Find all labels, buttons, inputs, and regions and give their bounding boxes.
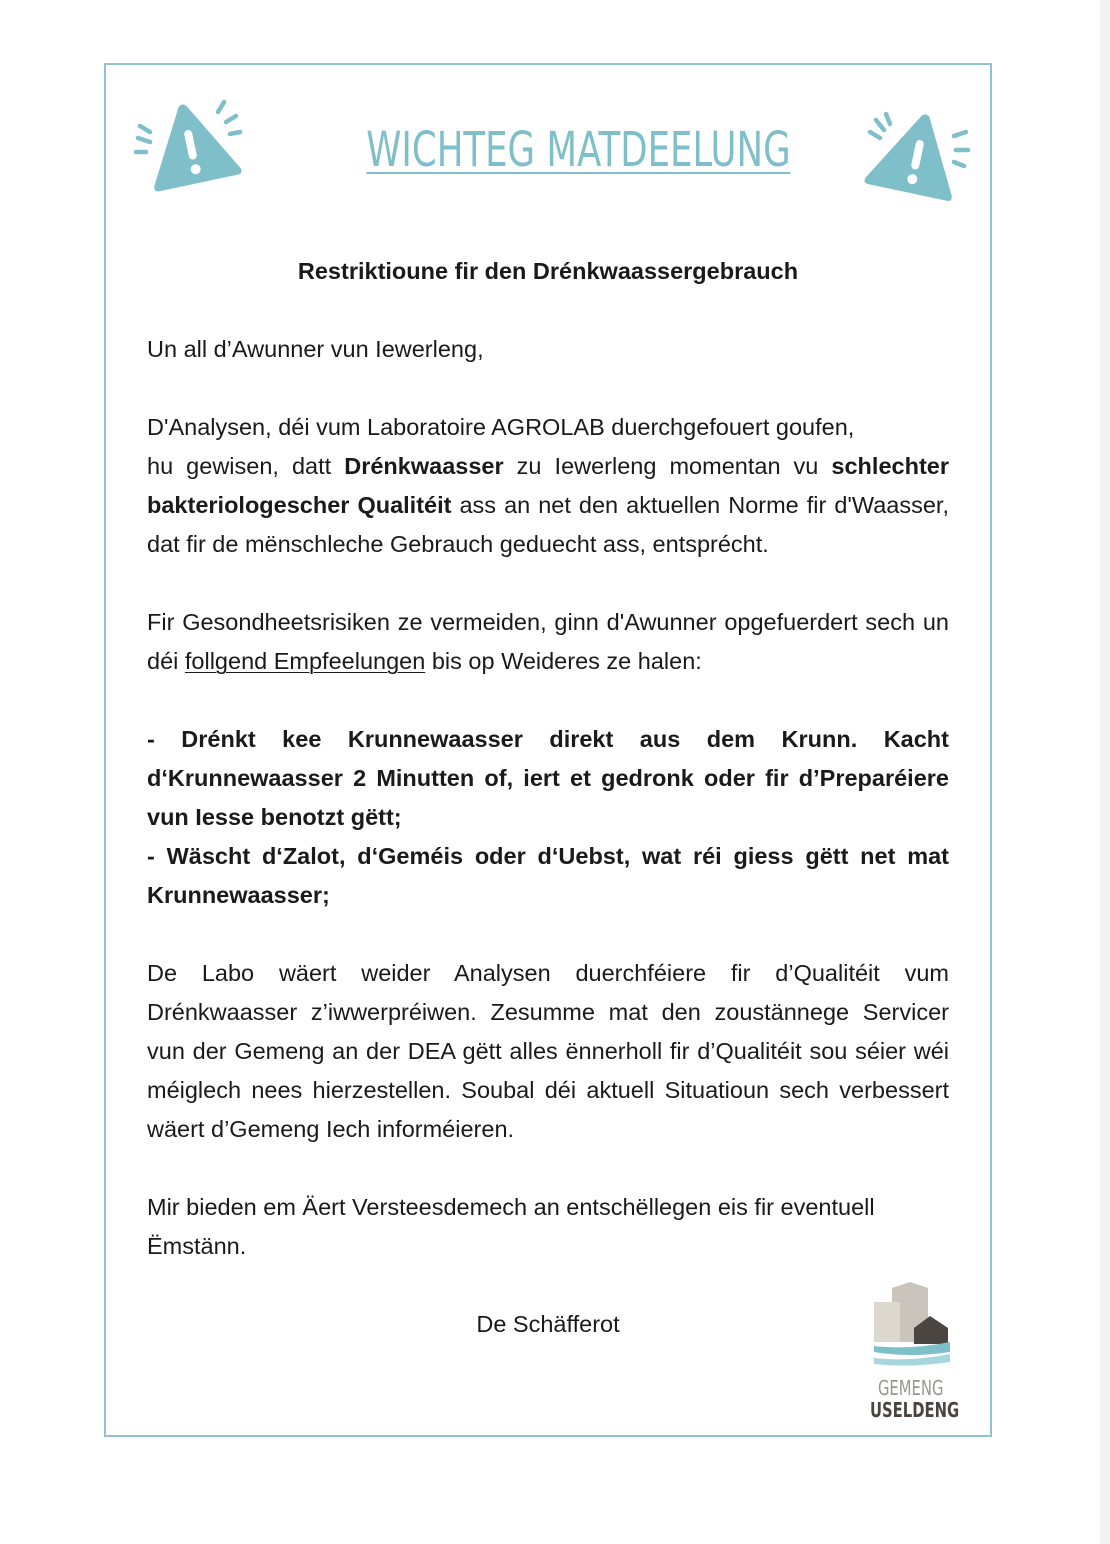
scrollbar[interactable] (1100, 0, 1110, 1544)
castle-logo-icon (870, 1280, 956, 1376)
warning-triangle-icon (858, 102, 976, 206)
logo-text-gemeng: GEMENG (877, 1376, 944, 1400)
paragraph-lab: De Labo wäert weider Analysen duerchféiere fir d’Qualitéit vum Drénkwaasser z’iwwerpréiwen. Zesumme mat den zoustännege Servicer vun der Gemeng an der DEA gëtt alles ënnerholl fir d’Qualitéit sou séier wéi méiglech nees hierzestellen. Soubal déi aktuell Situatioun sech verbessert wäert d’Gemeng Iech informéieren. (147, 960, 949, 1142)
logo-text-useldeng: USELDENG (870, 1398, 960, 1422)
notice-title: WICHTEG MATDEELUNG (366, 122, 791, 178)
letter-body (147, 252, 949, 1344)
letter-subtitle: Restriktioune fir den Drénkwaassergebrauch (297, 258, 799, 284)
rule-boil-water: - Drénkt kee Krunnewaasser direkt aus dem Krunn. Kacht d‘Krunnewaasser 2 Minutten of, iert et gedronk oder fir d’Preparéiere vun Iesse benotzt gëtt; (147, 726, 949, 830)
paragraph-recommendations: Fir Gesondheetsrisiken ze vermeiden, ginn d'Awunner opgefuerdert sech un déi follgend Empfeelungen bis op Weideres ze halen: (147, 609, 949, 674)
rule-wash-vegetables: - Wäscht d‘Zalot, d‘Geméis oder d‘Uebst, wat réi giess gëtt net mat Krunnewaasser; (147, 843, 949, 908)
signature: De Schäfferot (476, 1311, 620, 1337)
gemeng-useldeng-logo (870, 1280, 960, 1425)
warning-triangle-icon (130, 92, 248, 196)
paragraph-apology: Mir bieden em Äert Versteesdemech an entschëllegen eis fir eventuell Ëmstänn. (147, 1194, 875, 1259)
paragraph-analysis: hu gewisen, datt Drénkwaasser zu Iewerleng momentan vu schlechter bakteriologescher Qualitéit ass an net den aktuellen Norme fir d'Waasser, dat fir de mënschleche Gebrauch geduecht ass, entsprécht. (147, 453, 949, 557)
paragraph-analysis-line1: D'Analysen, déi vum Laboratoire AGROLAB duerchgefouert goufen, (147, 414, 855, 440)
greeting: Un all d’Awunner vun Iewerleng, (147, 336, 484, 362)
